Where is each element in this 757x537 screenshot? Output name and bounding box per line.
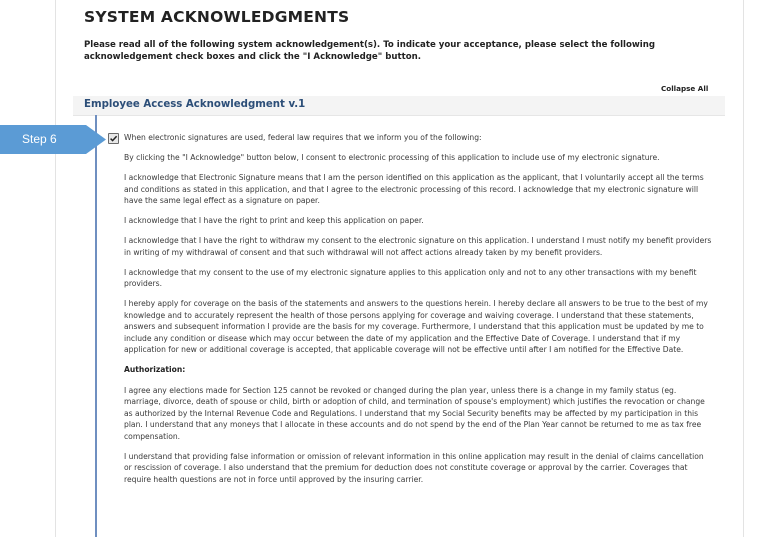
page-title: SYSTEM ACKNOWLEDGMENTS bbox=[84, 8, 350, 26]
acknowledgment-content bbox=[124, 132, 712, 494]
collapse-all-link[interactable]: Collapse All bbox=[661, 84, 709, 93]
ack-paragraph: I acknowledge that my consent to the use of my electronic signature applies to this application only and not to any other transactions with my benefit providers. bbox=[124, 267, 697, 288]
checkmark-icon bbox=[109, 134, 118, 143]
authorization-heading: Authorization: bbox=[124, 365, 186, 374]
step-callout bbox=[0, 125, 106, 154]
ack-paragraph: I acknowledge that I have the right to withdraw my consent to the electronic signature on this application. I understand I must notify my benefit providers in writing of my withdrawal of consent and that such withdrawal will not affect actions already taken by my benefit providers. bbox=[124, 236, 712, 257]
section-header[interactable] bbox=[73, 96, 725, 116]
page-border-left bbox=[55, 0, 56, 537]
page-intro: Please read all of the following system acknowledgement(s). To indicate your acceptance, please select the following acknowledgement check boxes and click the "I Acknowledge" button. bbox=[84, 40, 656, 62]
ack-paragraph: By clicking the "I Acknowledge" button below, I consent to electronic processing of this application to include use of my electronic signature. bbox=[124, 153, 660, 162]
ack-paragraph: I acknowledge that I have the right to print and keep this application on paper. bbox=[124, 216, 424, 225]
section-title[interactable]: Employee Access Acknowledgment v.1 bbox=[84, 99, 306, 110]
page-border-right bbox=[743, 0, 744, 537]
ack-paragraph: I hereby apply for coverage on the basis of the statements and answers to the questions herein. I hereby declare all answers to be true to the best of my knowledge and to accurately represent the health of those persons applying for coverage and waiving coverage. I understand that these statements, answers and subsequent information I provide are the basis for my coverage. Furthermore, I understand that this application must be updated by me to include any condition or disease which may occur between the date of my application and the Effective Date of Coverage. I understand that if my application for new or additional coverage is accepted, that applicable coverage will not be effective until after I am notified for the Effective Date. bbox=[124, 299, 708, 354]
authorization-paragraph: I agree any elections made for Section 125 cannot be revoked or changed during the plan year, unless there is a change in my family status (eg. marriage, divorce, death of spouse or child, birth or adoption of child, and termination of spouse's employment) which justifies the revocation or change as authorized by the Internal Revenue Code and Regulations. I understand that my Social Security benefits may be affected by my participation in this plan. I understand that any moneys that I allocate in these accounts and do not spend by the end of the Plan Year cannot be returned to me as tax free compensation. bbox=[124, 385, 705, 441]
ack-paragraph: I acknowledge that Electronic Signature means that I am the person identified on this application as the applicant, that I voluntarily accept all the terms and conditions as stated in this application, and that I agree to the electronic processing of this record. I acknowledge that my electronic signature will have the same legal effect as a signature on paper. bbox=[124, 173, 704, 205]
acknowledge-checkbox[interactable] bbox=[108, 133, 119, 144]
authorization-paragraph: I understand that providing false information or omission of relevant information in this online application may result in the denial of claims cancellation or rescission of coverage. I also understand that the premium for deduction does not constitute coverage or approval by the carrier. Coverages that require health questions are not in force until approved by the insuring carrier. bbox=[124, 451, 704, 484]
step-label: Step 6 bbox=[22, 132, 57, 146]
section-left-rule bbox=[95, 115, 97, 537]
checkbox-label[interactable]: When electronic signatures are used, federal law requires that we inform you of the following: bbox=[124, 133, 482, 142]
